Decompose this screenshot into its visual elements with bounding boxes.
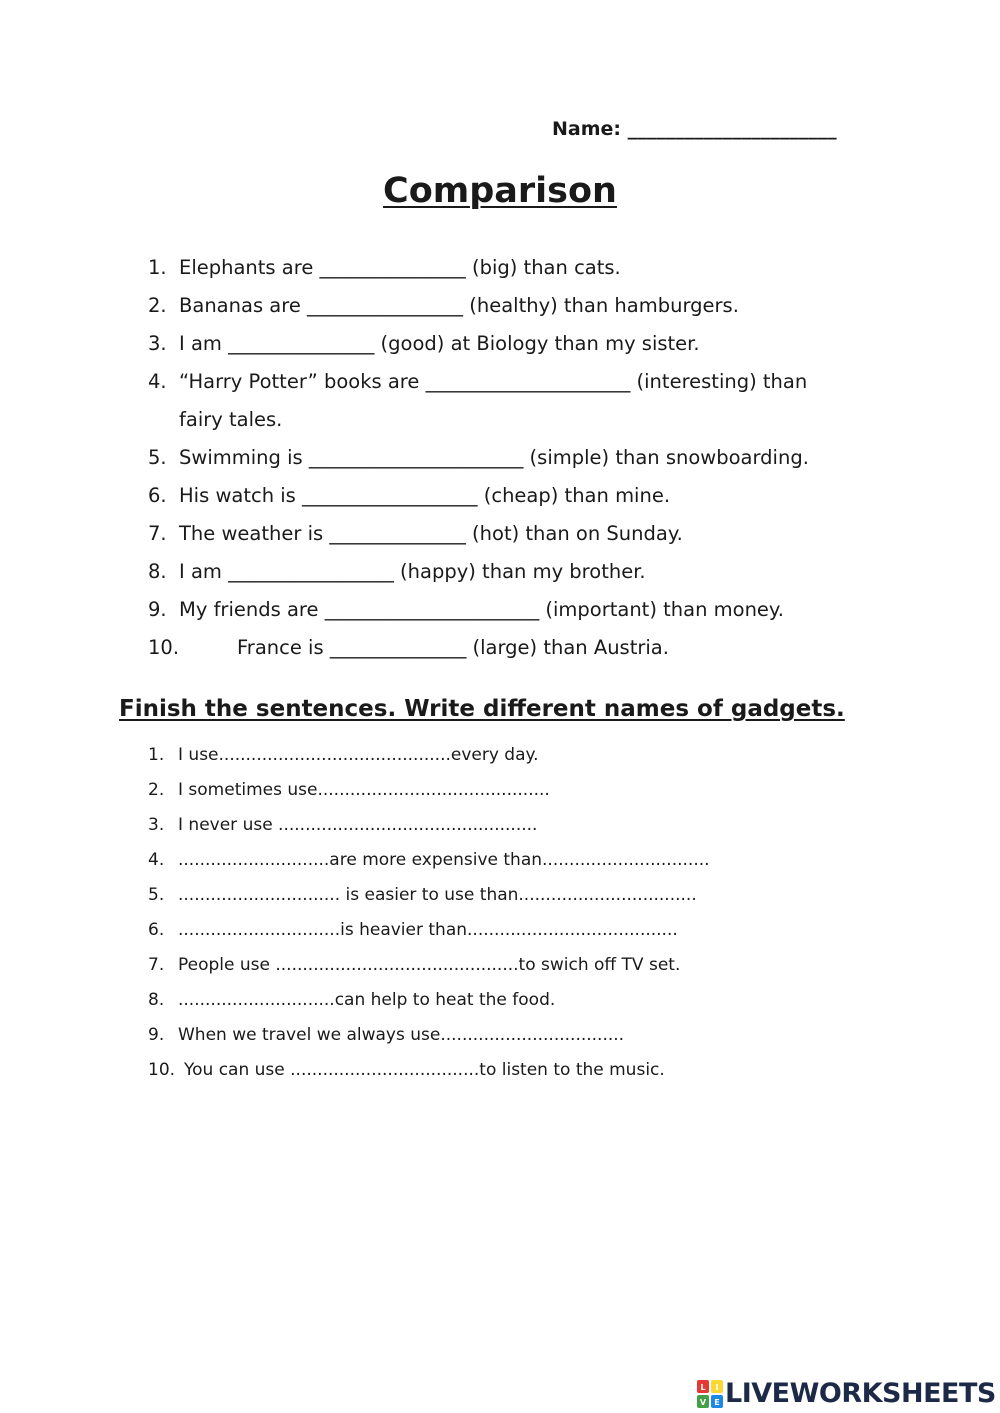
list-item bbox=[148, 1018, 888, 1053]
item-text: I am _______________ (good) at Biology than my sister. bbox=[179, 332, 700, 355]
list-item bbox=[148, 843, 888, 878]
item-text: I sometimes use........................................... bbox=[178, 780, 550, 800]
item-number: 6. bbox=[148, 484, 167, 507]
item-text: .............................. is easier to use than................................. bbox=[178, 885, 697, 905]
item-text: The weather is ______________ (hot) than on Sunday. bbox=[179, 522, 683, 545]
list-item bbox=[148, 629, 868, 667]
item-text: His watch is __________________ (cheap) than mine. bbox=[179, 484, 671, 507]
item-number: 8. bbox=[148, 990, 165, 1010]
item-text-continuation: fairy tales. bbox=[179, 408, 283, 431]
item-text: France is ______________ (large) than Austria. bbox=[237, 636, 669, 659]
item-number: 5. bbox=[148, 446, 167, 469]
item-text: People use .............................................to swich off TV set. bbox=[178, 955, 681, 975]
item-text: “Harry Potter” books are _____________________ (interesting) than bbox=[179, 370, 808, 393]
list-item bbox=[148, 878, 888, 913]
item-number: 4. bbox=[148, 370, 167, 393]
list-item bbox=[148, 515, 868, 553]
list-item bbox=[148, 325, 868, 363]
list-item bbox=[148, 913, 888, 948]
item-number: 1. bbox=[148, 745, 165, 765]
list-item bbox=[148, 983, 888, 1018]
item-text: When we travel we always use.................................. bbox=[178, 1025, 625, 1045]
item-number: 6. bbox=[148, 920, 165, 940]
comparison-exercise-list bbox=[148, 249, 868, 667]
item-text: ..............................is heavier than....................................... bbox=[178, 920, 678, 940]
name-field-label: Name: ______________________ bbox=[552, 118, 837, 140]
item-text: I never use ................................................ bbox=[178, 815, 538, 835]
svg-text:L: L bbox=[700, 1383, 706, 1392]
svg-text:E: E bbox=[714, 1398, 720, 1407]
list-item bbox=[148, 287, 868, 325]
list-item bbox=[148, 591, 868, 629]
svg-text:V: V bbox=[699, 1398, 707, 1407]
list-item bbox=[148, 553, 868, 591]
list-item bbox=[148, 363, 868, 401]
list-item bbox=[148, 948, 888, 983]
list-item bbox=[148, 808, 888, 843]
item-text: I use...........................................every day. bbox=[178, 745, 539, 765]
item-number: 10. bbox=[148, 636, 180, 659]
item-number: 9. bbox=[148, 598, 167, 621]
item-text: My friends are ______________________ (important) than money. bbox=[179, 598, 784, 621]
list-item bbox=[148, 249, 868, 287]
list-item bbox=[148, 738, 888, 773]
page-title: Comparison bbox=[383, 171, 617, 211]
list-item bbox=[148, 1053, 888, 1088]
liveworksheets-logo-icon bbox=[697, 1380, 723, 1408]
item-text: Bananas are ________________ (healthy) than hamburgers. bbox=[179, 294, 739, 317]
item-number: 2. bbox=[148, 294, 167, 317]
item-number: 4. bbox=[148, 850, 165, 870]
item-number: 10. bbox=[148, 1060, 176, 1080]
item-number: 8. bbox=[148, 560, 167, 583]
item-number: 2. bbox=[148, 780, 165, 800]
item-number: 7. bbox=[148, 522, 167, 545]
item-text: You can use ...................................to listen to the music. bbox=[184, 1060, 665, 1080]
list-item bbox=[148, 773, 888, 808]
liveworksheets-logo[interactable] bbox=[697, 1377, 996, 1411]
item-number: 9. bbox=[148, 1025, 165, 1045]
list-item bbox=[148, 439, 868, 477]
gadgets-exercise-list bbox=[148, 738, 888, 1088]
item-text: ............................are more expensive than............................... bbox=[178, 850, 710, 870]
list-item bbox=[148, 477, 868, 515]
item-number: 3. bbox=[148, 815, 165, 835]
item-number: 5. bbox=[148, 885, 165, 905]
item-number: 1. bbox=[148, 256, 167, 279]
item-number: 3. bbox=[148, 332, 167, 355]
item-text: I am _________________ (happy) than my brother. bbox=[179, 560, 646, 583]
logo-text: LIVEWORKSHEETS bbox=[725, 1378, 996, 1409]
section-heading-gadgets: Finish the sentences. Write different names of gadgets. bbox=[119, 696, 845, 722]
item-number: 7. bbox=[148, 955, 165, 975]
item-text: .............................can help to heat the food. bbox=[178, 990, 556, 1010]
svg-text:I: I bbox=[715, 1383, 719, 1392]
item-text: Elephants are _______________ (big) than cats. bbox=[179, 256, 621, 279]
list-item-continuation bbox=[148, 401, 868, 439]
item-text: Swimming is ______________________ (simple) than snowboarding. bbox=[179, 446, 809, 469]
